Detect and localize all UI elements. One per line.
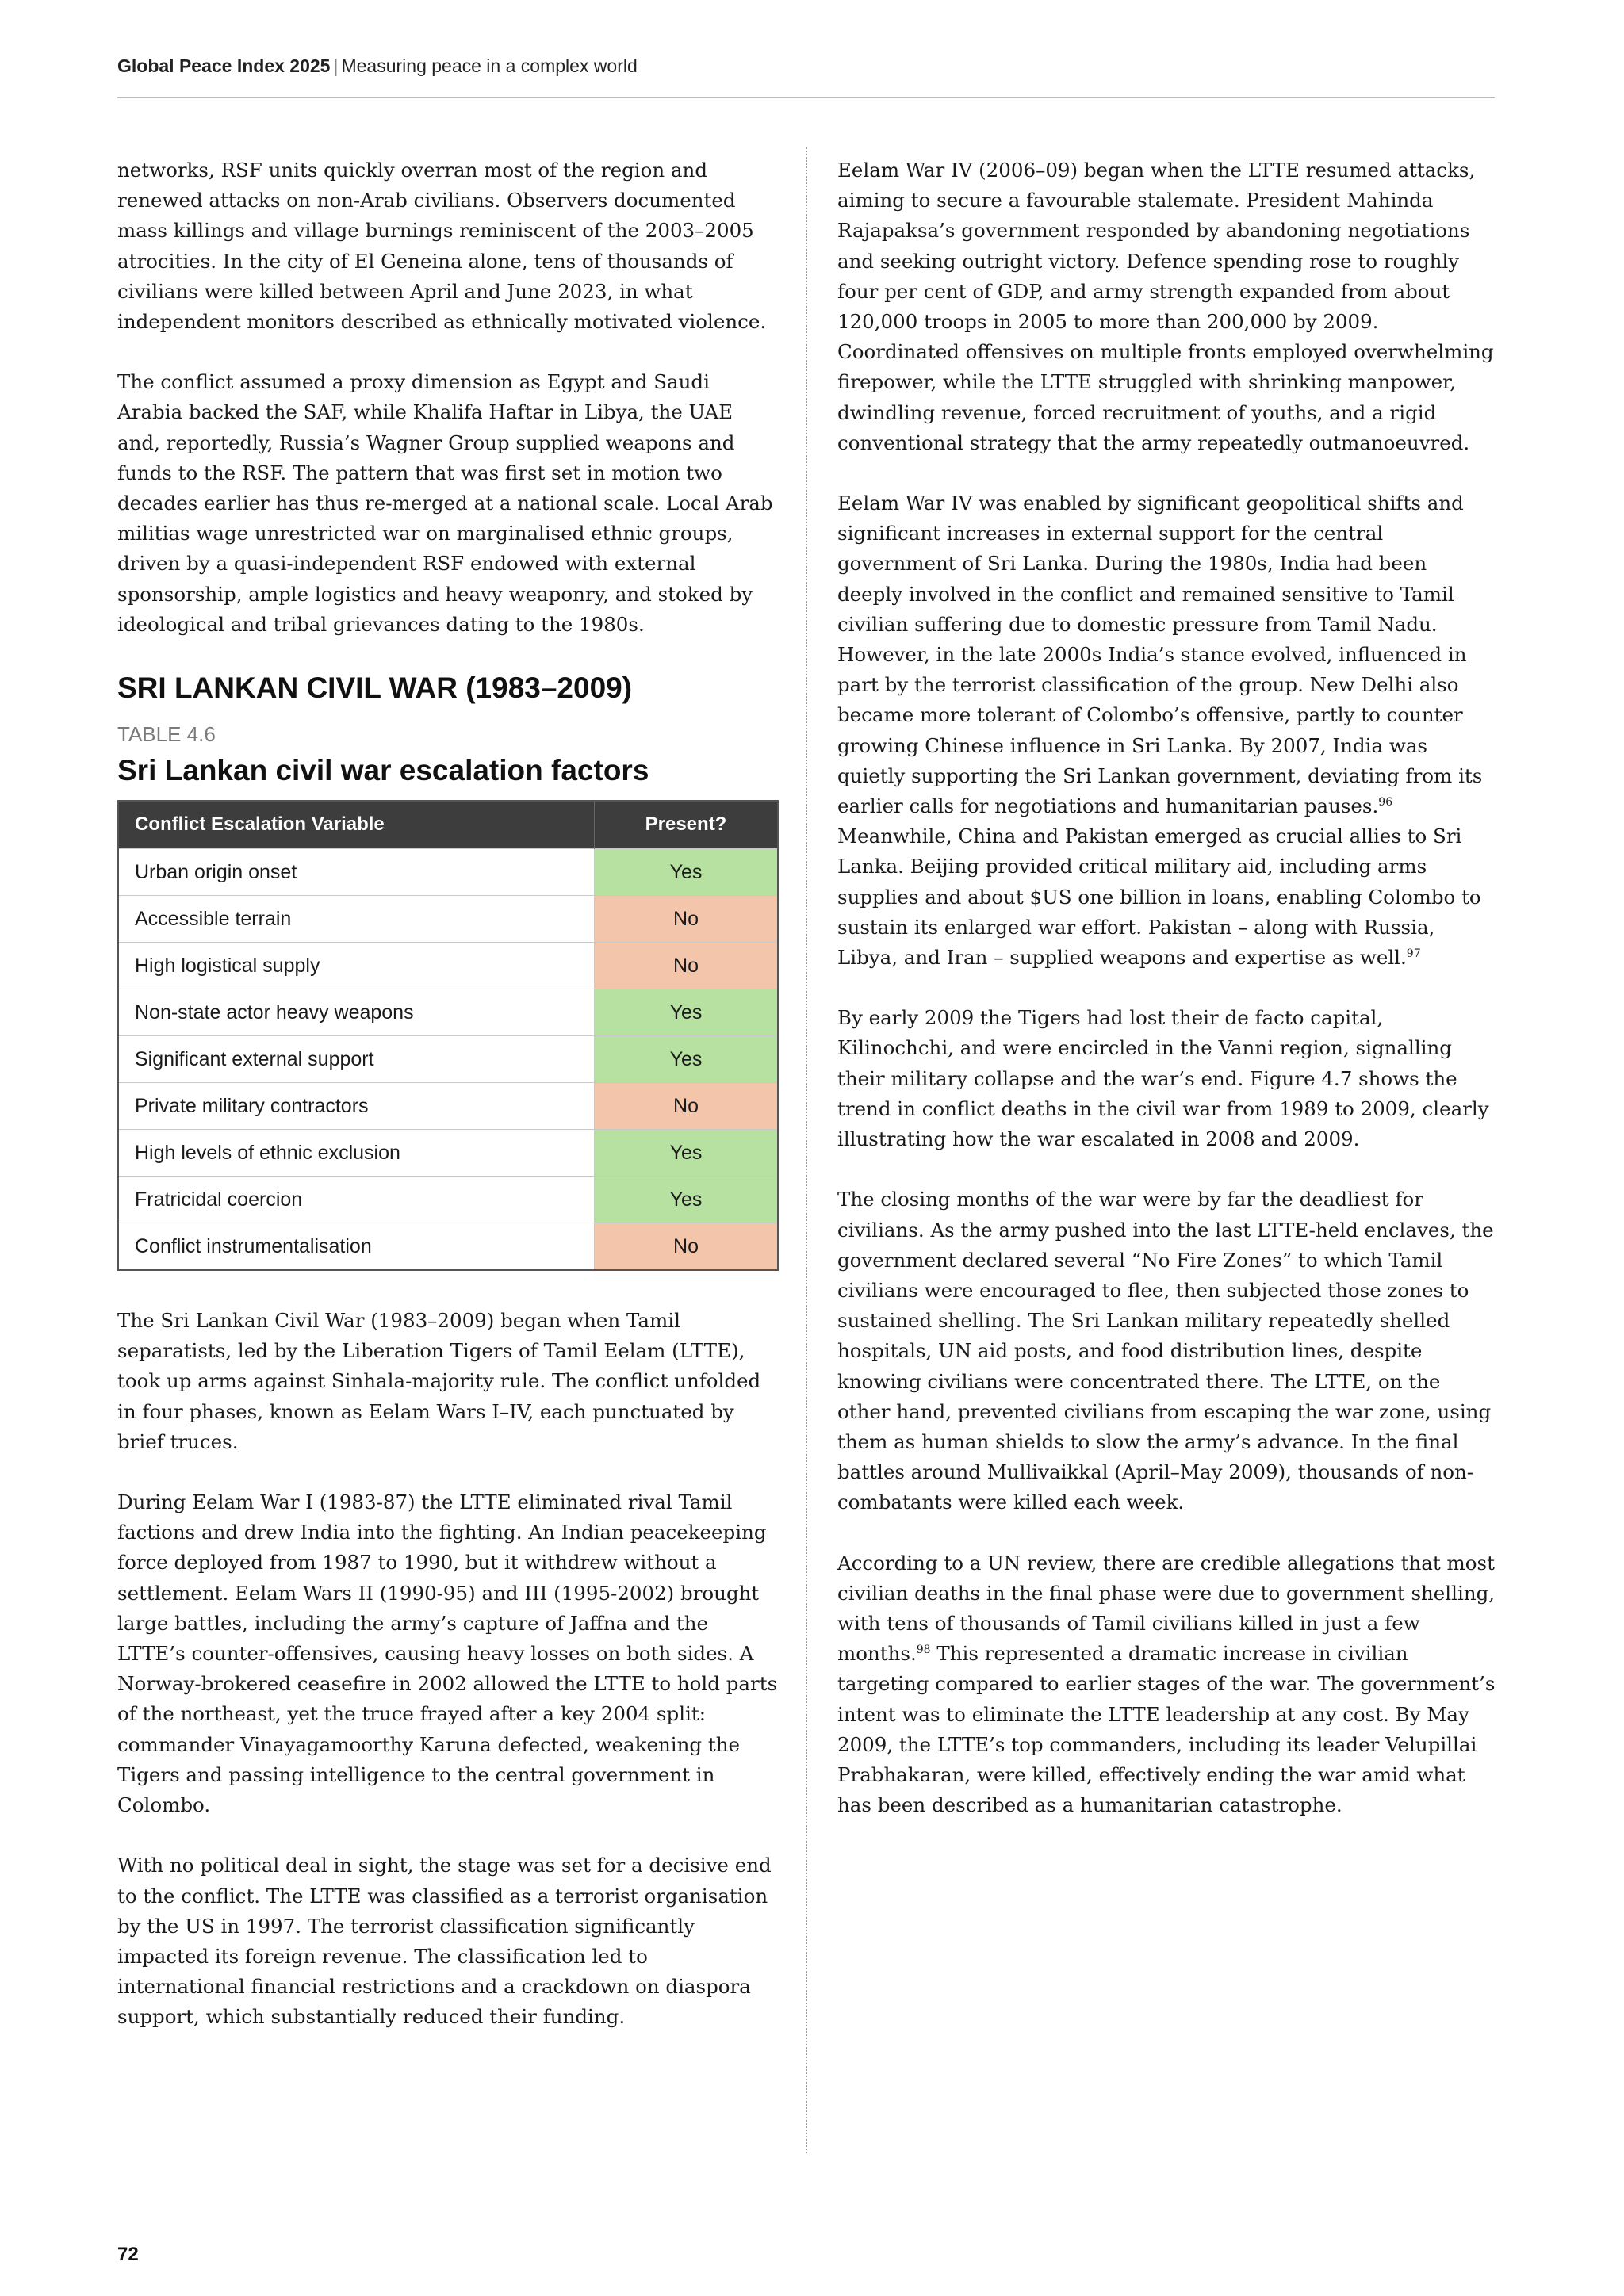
present-cell: Yes [595,849,779,896]
paragraph: Eelam War IV (2006–09) began when the LTTE resumed attacks, aiming to secure a favourable stalemate. President Mahinda Rajapaksa’s government responded by abandoning negotiations and seeking outright victory. Defence spending rose to roughly four per cent of GDP, and army strength expanded from about 120,000 troops in 2005 to more than 200,000 by 2009. Coordinated offensives on multiple fronts employed overwhelming firepower, while the LTTE struggled with shrinking manpower, dwindling revenue, forced recruitment of youths, and a rigid conventional strategy that the army repeatedly outmanoeuvred. [837,159,1494,454]
paragraph: With no political deal in sight, the stage was set for a decisive end to the conflict. The LTTE was classified as a terrorist organisation by the US in 1997. The terrorist classification significantly impacted its foreign revenue. The classification led to international financial restrictions and a crackdown on diaspora support, which substantially reduced their funding. [117,1854,772,2029]
variable-cell: Conflict instrumentalisation [118,1223,595,1271]
paragraph: The Sri Lankan Civil War (1983–2009) began when Tamil separatists, led by the Liberation Tigers of Tamil Eelam (LTTE), took up arms against Sinhala-majority rule. The conflict unfolded in four phases, known as Eelam Wars I–IV, each punctuated by brief truces. [117,1309,761,1453]
left-column [117,155,779,2063]
paragraph: During Eelam War I (1983-87) the LTTE eliminated rival Tamil factions and drew India into the fighting. An Indian peacekeeping force deployed from 1987 to 1990, but it withdrew without a settlement. Eelam Wars II (1990-95) and III (1995-2002) brought large battles, including the army’s capture of Jaffna and the LTTE’s counter-offensives, causing heavy losses on both sides. A Norway-brokered ceasefire in 2002 allowed the LTTE to hold parts of the northeast, yet the truce frayed after a key 2004 split: commander Vinayagamoorthy Karuna defected, weakening the Tigers and passing intelligence to the central government in Colombo. [117,1490,778,1817]
present-cell: Yes [595,1130,779,1177]
present-cell: Yes [595,1036,779,1083]
footnote-ref[interactable]: 97 [1406,947,1421,960]
variable-cell: Significant external support [118,1036,595,1083]
variable-cell: Fratricidal coercion [118,1177,595,1223]
column-header-variable: Conflict Escalation Variable [118,801,595,849]
column-divider [806,147,807,2153]
table-row [118,1223,778,1271]
paragraph-text: This represented a dramatic increase in civilian targeting compared to earlier stages of the war. The government’s intent was to eliminate the LTTE leadership at any cost. By May 2009, the LTTE’s top commanders, including its leader Velupillai Prabhakaran, were killed, effectively ending the war amid what has been described as a humanitarian catastrophe. [837,1642,1496,1817]
present-cell: Yes [595,989,779,1036]
report-title: Global Peace Index 2025 [117,55,331,76]
variable-cell: Accessible terrain [118,896,595,943]
variable-cell: Urban origin onset [118,849,595,896]
variable-cell: Non-state actor heavy weapons [118,989,595,1036]
present-cell: No [595,943,779,989]
column-header-present: Present? [595,801,779,849]
table-row [118,896,778,943]
report-subtitle: Measuring peace in a complex world [341,55,638,76]
present-cell: No [595,1083,779,1130]
table-row [118,943,778,989]
paragraph: The closing months of the war were by far the deadliest for civilians. As the army pushed into the last LTTE-held enclaves, the government declared several “No Fire Zones” to which Tamil civilians were encouraged to flee, then subjected those zones to sustained shelling. The Sri Lankan military repeatedly shelled hospitals, UN aid posts, and food distribution lines, despite knowing civilians were concentrated there. The LTTE, on the other hand, prevented civilians from escaping the war zone, using them as human shields to slow the army’s advance. In the final battles around Mullivaikkal (April–May 2009), thousands of non-combatants were killed each week. [837,1188,1494,1514]
page-header [117,55,1495,77]
escalation-factors-table [117,800,779,1271]
right-column [837,155,1496,1850]
variable-cell: Private military contractors [118,1083,595,1130]
table-row [118,1083,778,1130]
section-heading: SRI LANKAN CIVIL WAR (1983–2009) [117,672,633,705]
header-separator: | [333,55,339,76]
table-row [118,849,778,896]
paragraph: By early 2009 the Tigers had lost their de facto capital, Kilinochchi, and were encircled in the Vanni region, signalling their military collapse and the war’s end. Figure 4.7 shows the trend in conflict deaths in the civil war from 1989 to 2009, clearly illustrating how the war escalated in 2008 and 2009. [837,1006,1489,1151]
variable-cell: High levels of ethnic exclusion [118,1130,595,1177]
table-row [118,989,778,1036]
present-cell: No [595,1223,779,1271]
paragraph-text: Meanwhile, China and Pakistan emerged as crucial allies to Sri Lanka. Beijing provided critical military aid, including arms supplies and about $US one billion in loans, enabling Colombo to sustain its enlarged war effort. Pakistan – along with Russia, Libya, and Iran – supplied weapons and expertise as well. [837,825,1481,970]
present-cell: No [595,896,779,943]
paragraph-text: According to a UN review, there are credible allegations that most civilian deaths in the final phase were due to government shelling, with tens of thousands of Tamil civilians killed in just a few months. [837,1551,1496,1666]
paragraph [837,1548,1496,1821]
table-label: TABLE 4.6 [117,722,216,747]
present-cell: Yes [595,1177,779,1223]
paragraph-text: Eelam War IV was enabled by significant geopolitical shifts and significant increases in external support for the central government of Sri Lanka. During the 1980s, India had been deeply involved in the conflict and remained sensitive to Tamil civilian suffering due to domestic pressure from Tamil Nadu. However, in the late 2000s India’s stance evolved, influenced in part by the terrorist classification of the group. New Delhi also became more tolerant of Colombo’s offensive, partly to counter growing Chinese influence in Sri Lanka. By 2007, India was quietly supporting the Sri Lankan government, deviating from its earlier calls for negotiations and humanitarian pauses. [837,492,1483,818]
paragraph: networks, RSF units quickly overran most of the region and renewed attacks on non-Arab civilians. Observers documented mass killings and village burnings reminiscent of the 2003–2005 atrocities. In the city of El Geneina alone, tens of thousands of civilians were killed between April and June 2023, in what independent monitors described as ethnically motivated violence. [117,159,767,334]
paragraph [837,488,1496,973]
footnote-ref[interactable]: 96 [1378,795,1393,809]
page-number: 72 [117,2244,139,2265]
table-header-row [118,801,778,849]
table-title: Sri Lankan civil war escalation factors [117,754,649,787]
table-row [118,1036,778,1083]
table-row [118,1177,778,1223]
variable-cell: High logistical supply [118,943,595,989]
footnote-ref[interactable]: 98 [916,1643,931,1656]
header-rule [117,97,1495,98]
paragraph: The conflict assumed a proxy dimension as Egypt and Saudi Arabia backed the SAF, while Khalifa Haftar in Libya, the UAE and, reportedly, Russia’s Wagner Group supplied weapons and funds to the RSF. The pattern that was first set in motion two decades earlier has thus re-merged at a national scale. Local Arab militias wage unrestricted war on marginalised ethnic groups, driven by a quasi-independent RSF endowed with external sponsorship, ample logistics and heavy weaponry, and stoked by ideological and tribal grievances dating to the 1980s. [117,370,773,636]
table-row [118,1130,778,1177]
